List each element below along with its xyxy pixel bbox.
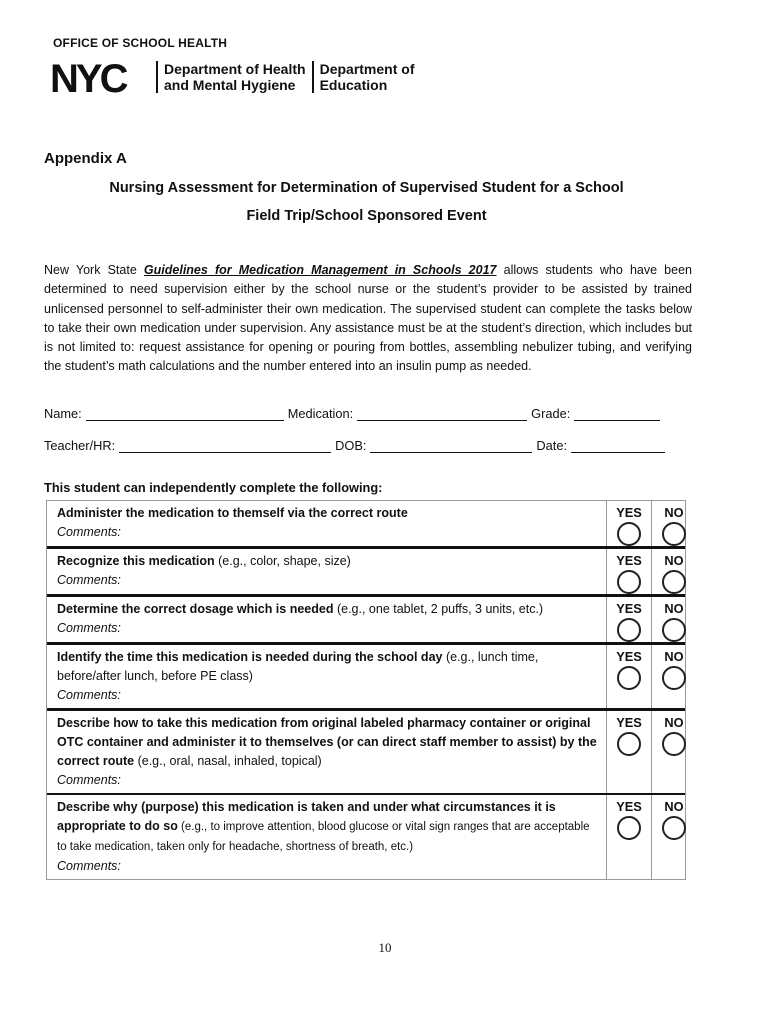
- no-radio[interactable]: [662, 732, 686, 756]
- question-cell: [47, 795, 607, 879]
- question-example: (e.g., color, shape, size): [214, 554, 351, 568]
- table-row: [47, 645, 685, 711]
- name-field[interactable]: [86, 406, 284, 421]
- yes-radio[interactable]: [617, 570, 641, 594]
- yes-cell: [607, 645, 652, 708]
- grade-field[interactable]: [574, 406, 660, 421]
- student-info-row-1: [44, 406, 689, 421]
- yes-cell: [607, 795, 652, 879]
- yes-label: YES: [616, 553, 642, 568]
- intro-body: allows students who have been determined to need supervision either by the school nurse or the student’s provider to be assisted by trained unlicensed personnel to self-administer their own medication. The supervised student can complete the tasks below to take their own medication under supervision. Any assistance must be at the student’s direction, which includes but is not limited to: request assistance for opening or pouring from bottles, assembling nebulizer tubing, and verifying the student’s math calculations and the number entered into an insulin pump as needed.: [44, 263, 692, 374]
- question-cell: [47, 501, 607, 546]
- comments-label: Comments:: [57, 525, 121, 539]
- dept-health-line2: and Mental Hygiene: [164, 77, 296, 93]
- page-number: 10: [378, 940, 392, 955]
- question-text: Describe how to take this medication from original labeled pharmacy container or original OTC container and administer it to themselves (or can direct staff member to assist) by the correct route: [57, 716, 597, 768]
- no-cell: [652, 549, 696, 594]
- comments-label: Comments:: [57, 621, 121, 635]
- comments-label: Comments:: [57, 773, 121, 787]
- yes-radio[interactable]: [617, 732, 641, 756]
- intro-paragraph: [44, 261, 692, 377]
- question-example: (e.g., oral, nasal, inhaled, topical): [134, 754, 322, 768]
- teacher-field[interactable]: [119, 438, 331, 453]
- yes-label: YES: [616, 715, 642, 730]
- student-info-row-2: [44, 438, 689, 453]
- yes-cell: [607, 549, 652, 594]
- no-radio[interactable]: [662, 522, 686, 546]
- question-cell: [47, 549, 607, 594]
- question-cell: [47, 597, 607, 642]
- grade-label: Grade:: [531, 406, 571, 421]
- yes-label: YES: [616, 601, 642, 616]
- dept-edu-line2: Education: [319, 77, 388, 93]
- question-example: (e.g., lunch time, before/after lunch, before PE class): [57, 650, 539, 683]
- no-cell: [652, 501, 696, 546]
- comments-label: Comments:: [57, 688, 121, 702]
- table-row: [47, 597, 685, 645]
- table-row: [47, 795, 685, 879]
- no-label: NO: [664, 715, 684, 730]
- appendix-heading: Appendix A: [44, 150, 127, 167]
- assessment-table: [46, 500, 686, 880]
- page-title-line1: Nursing Assessment for Determination of Supervised Student for a School: [109, 180, 624, 196]
- nyc-logo: [50, 58, 150, 96]
- no-cell: [652, 597, 696, 642]
- no-radio[interactable]: [662, 816, 686, 840]
- yes-radio[interactable]: [617, 618, 641, 642]
- page-title-line2: Field Trip/School Sponsored Event: [246, 208, 487, 224]
- guideline-link[interactable]: Guidelines for Medication Management in Schools 2017: [143, 263, 497, 277]
- yes-cell: [607, 597, 652, 642]
- yes-label: YES: [616, 799, 642, 814]
- medication-label: Medication:: [287, 406, 354, 421]
- dept-health-logo-text: [156, 61, 312, 93]
- no-label: NO: [664, 505, 684, 520]
- no-label: NO: [664, 553, 684, 568]
- intro-prefix: New York State: [44, 263, 144, 277]
- dept-education-logo-text: [312, 61, 421, 93]
- office-label: OFFICE OF SCHOOL HEALTH: [53, 36, 228, 50]
- yes-label: YES: [616, 505, 642, 520]
- dob-field[interactable]: [370, 438, 532, 453]
- question-text: Determine the correct dosage which is needed: [57, 602, 334, 616]
- question-example: (e.g., one tablet, 2 puffs, 3 units, etc.): [333, 602, 544, 616]
- no-label: NO: [664, 799, 684, 814]
- dob-label: DOB:: [335, 438, 367, 453]
- yes-radio[interactable]: [617, 666, 641, 690]
- question-cell: [47, 711, 607, 793]
- name-label: Name:: [44, 406, 82, 421]
- no-cell: [652, 795, 696, 879]
- no-label: NO: [664, 601, 684, 616]
- yes-radio[interactable]: [617, 522, 641, 546]
- date-label: Date:: [536, 438, 568, 453]
- question-text: Recognize this medication: [57, 554, 215, 568]
- dept-health-line1: Department of Health: [164, 61, 306, 77]
- date-field[interactable]: [571, 438, 665, 453]
- no-label: NO: [664, 649, 684, 664]
- table-row: [47, 501, 685, 549]
- question-text: Administer the medication to themself via the correct route: [57, 506, 408, 520]
- table-row: [47, 711, 685, 795]
- question-text: Describe why (purpose) this medication is taken and under what circumstances it is appropriate to do so: [57, 800, 556, 833]
- teacher-label: Teacher/HR:: [44, 438, 116, 453]
- medication-field[interactable]: [357, 406, 527, 421]
- yes-cell: [607, 501, 652, 546]
- comments-label: Comments:: [57, 859, 121, 873]
- dept-edu-line1: Department of: [319, 61, 415, 77]
- yes-label: YES: [616, 649, 642, 664]
- yes-cell: [607, 711, 652, 793]
- question-example: (e.g., to improve attention, blood glucose or vital sign ranges that are acceptable to take medication, taken only for headache, shortness of breath, etc.): [57, 821, 590, 853]
- yes-radio[interactable]: [617, 816, 641, 840]
- svg-text:NYC: NYC: [50, 58, 126, 96]
- no-radio[interactable]: [662, 666, 686, 690]
- question-cell: [47, 645, 607, 708]
- nyc-health-education-logo: [50, 58, 420, 96]
- no-cell: [652, 711, 696, 793]
- no-cell: [652, 645, 696, 708]
- no-radio[interactable]: [662, 570, 686, 594]
- section-heading: This student can independently complete the following:: [44, 480, 383, 495]
- table-row: [47, 549, 685, 597]
- question-text: Identify the time this medication is needed during the school day: [57, 650, 443, 664]
- no-radio[interactable]: [662, 618, 686, 642]
- comments-label: Comments:: [57, 573, 121, 587]
